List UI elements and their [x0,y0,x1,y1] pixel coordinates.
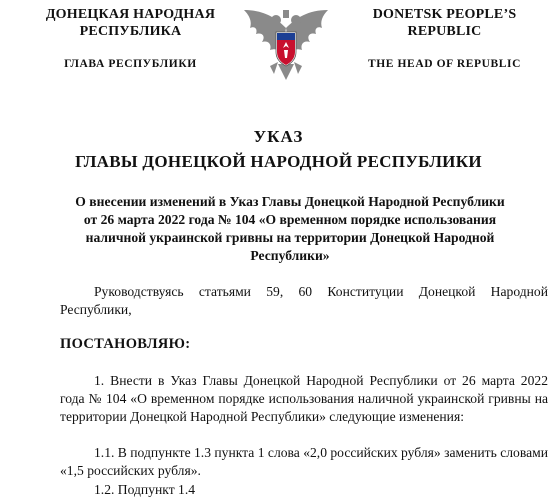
document-issuer-title: ГЛАВЫ ДОНЕЦКОЙ НАРОДНОЙ РЕСПУБЛИКИ [75,152,482,171]
header-right [352,6,537,73]
decree-heading: ПОСТАНОВЛЯЮ: [60,336,191,352]
item-1-text: 1. Внести в Указ Главы Донецкой Народной Республики от 26 марта 2022 года № 104 «О временном порядке использования наличной украинской гривны на территории Донецкой Народной Республики» следующие изменения: [60,373,548,424]
header-left-line2: РЕСПУБЛИКА [79,24,182,39]
header-left [28,6,233,73]
header-right-sub: THE HEAD OF REPUBLIC [367,58,522,70]
document-subject [40,193,540,265]
preamble-text: Руководствуясь статьями 59, 60 Конституции Донецкой Народной Республики, [60,284,548,317]
subject-line: от 26 марта 2022 года № 104 «О временном порядке использования [83,212,497,227]
item-1-paragraph [60,372,548,426]
document-type-title: УКАЗ [253,127,304,146]
item-1-1-paragraph [60,444,548,480]
subject-line: Республики» [250,248,330,263]
subject-line: наличной украинской гривны на территории Донецкой Народной [85,230,495,245]
double-headed-eagle-emblem-icon [240,4,332,84]
header-right-line2: REPUBLIC [407,24,482,39]
item-1-2-text: 1.2. Подпункт 1.4 [94,482,196,497]
preamble-paragraph [60,283,548,319]
item-1-2-paragraph [60,481,548,499]
header-left-sub: ГЛАВА РЕСПУБЛИКИ [64,58,197,70]
item-1-1-text: 1.1. В подпункте 1.3 пункта 1 слова «2,0 российских рубля» заменить словами «1,5 российских рубля». [60,445,548,478]
header-left-line1: ДОНЕЦКАЯ НАРОДНАЯ [45,7,216,22]
header-right-line1: DONETSK PEOPLE’S [372,7,517,22]
subject-line: О внесении изменений в Указ Главы Донецкой Народной Республики [75,194,505,209]
